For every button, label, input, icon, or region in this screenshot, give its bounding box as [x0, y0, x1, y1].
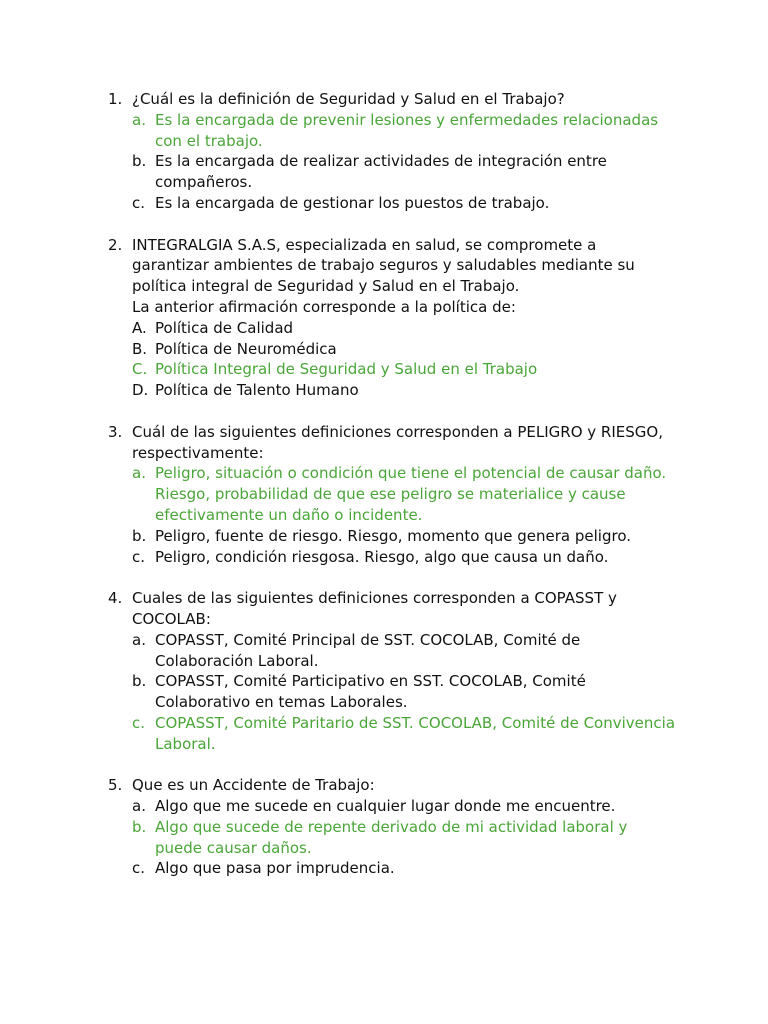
option-a: [0, 463, 768, 525]
option-a: [0, 796, 768, 817]
option-label: B.: [132, 339, 148, 358]
question-row: [0, 422, 768, 464]
option-text: Algo que sucede de repente derivado de mi actividad laboral y puede causar daños.: [155, 817, 628, 857]
question-row: [0, 89, 768, 110]
option-c: [0, 193, 768, 214]
question-number: 5.: [108, 776, 123, 795]
option-label: b.: [132, 817, 147, 836]
option-label: b.: [132, 152, 147, 171]
option-label: a.: [132, 464, 146, 483]
option-label: C.: [132, 360, 148, 379]
option-text: COPASST, Comité Participativo en SST. COCOLAB, Comité Colaborativo en temas Laborales.: [155, 672, 586, 712]
option-text: Es la encargada de realizar actividades de integración entre compañeros.: [155, 152, 607, 192]
option-c: [0, 858, 768, 879]
option-a: [0, 630, 768, 672]
question-text: ¿Cuál es la definición de Seguridad y Salud en el Trabajo?: [132, 90, 565, 108]
option-c: [0, 547, 768, 568]
option-a: [0, 318, 768, 339]
question-text: Cuales de las siguientes definiciones corresponden a COPASST y COCOLAB:: [132, 589, 617, 628]
option-text: Peligro, situación o condición que tiene el potencial de causar daño. Riesgo, probabilidad de que ese peligro se materialice y cause efectivamente un daño o incidente.: [155, 464, 667, 524]
question-row: [0, 588, 768, 630]
option-b: [0, 339, 768, 360]
option-label: A.: [132, 318, 147, 337]
option-text: Política Integral de Seguridad y Salud en el Trabajo: [155, 360, 538, 379]
option-c: [0, 713, 768, 755]
quiz-document: [0, 89, 768, 900]
option-b: [0, 671, 768, 713]
question-text: INTEGRALGIA S.A.S, especializada en salud, se compromete a garantizar ambientes de trabajo seguros y saludables mediante su política integral de Seguridad y Salud en el Trabajo.: [132, 235, 635, 296]
option-b: [0, 151, 768, 193]
option-label: a.: [132, 797, 146, 816]
option-text: Peligro, condición riesgosa. Riesgo, algo que causa un daño.: [155, 547, 609, 566]
question-4: [0, 588, 768, 754]
option-text: Algo que me sucede en cualquier lugar donde me encuentre.: [155, 797, 616, 816]
option-label: D.: [132, 381, 149, 400]
question-number: 1.: [108, 90, 123, 108]
option-label: a.: [132, 110, 146, 129]
option-text: COPASST, Comité Principal de SST. COCOLAB, Comité de Colaboración Laboral.: [155, 630, 581, 670]
question-number: 3.: [108, 422, 123, 441]
option-text: Algo que pasa por imprudencia.: [155, 859, 395, 878]
question-5: [0, 775, 768, 879]
question-prompt: La anterior afirmación corresponde a la política de:: [132, 297, 516, 316]
option-c: [0, 359, 768, 380]
option-text: Política de Talento Humano: [155, 381, 359, 400]
option-b: [0, 817, 768, 859]
question-row: [0, 235, 768, 318]
option-text: Política de Neuromédica: [155, 339, 337, 358]
option-b: [0, 526, 768, 547]
question-text: Que es un Accidente de Trabajo:: [132, 776, 375, 795]
option-label: b.: [132, 526, 147, 545]
option-label: c.: [132, 547, 146, 566]
option-a: [0, 110, 768, 152]
option-label: c.: [132, 193, 146, 212]
question-2: [0, 235, 768, 401]
option-label: c.: [132, 713, 146, 732]
question-number: 2.: [108, 235, 123, 254]
option-label: c.: [132, 859, 146, 878]
question-number: 4.: [108, 589, 123, 608]
question-text: Cuál de las siguientes definiciones corresponden a PELIGRO y RIESGO, respectivamente:: [132, 422, 663, 462]
question-1: [0, 89, 768, 214]
question-row: [0, 775, 768, 796]
option-d: [0, 380, 768, 401]
option-label: a.: [132, 630, 146, 649]
option-text: COPASST, Comité Paritario de SST. COCOLAB, Comité de Convivencia Laboral.: [155, 713, 676, 753]
question-3: [0, 422, 768, 568]
option-text: Es la encargada de gestionar los puestos de trabajo.: [155, 193, 550, 212]
option-text: Peligro, fuente de riesgo. Riesgo, momento que genera peligro.: [155, 526, 632, 545]
option-text: Es la encargada de prevenir lesiones y enfermedades relacionadas con el trabajo.: [155, 110, 659, 150]
option-text: Política de Calidad: [155, 318, 294, 337]
option-label: b.: [132, 672, 147, 691]
